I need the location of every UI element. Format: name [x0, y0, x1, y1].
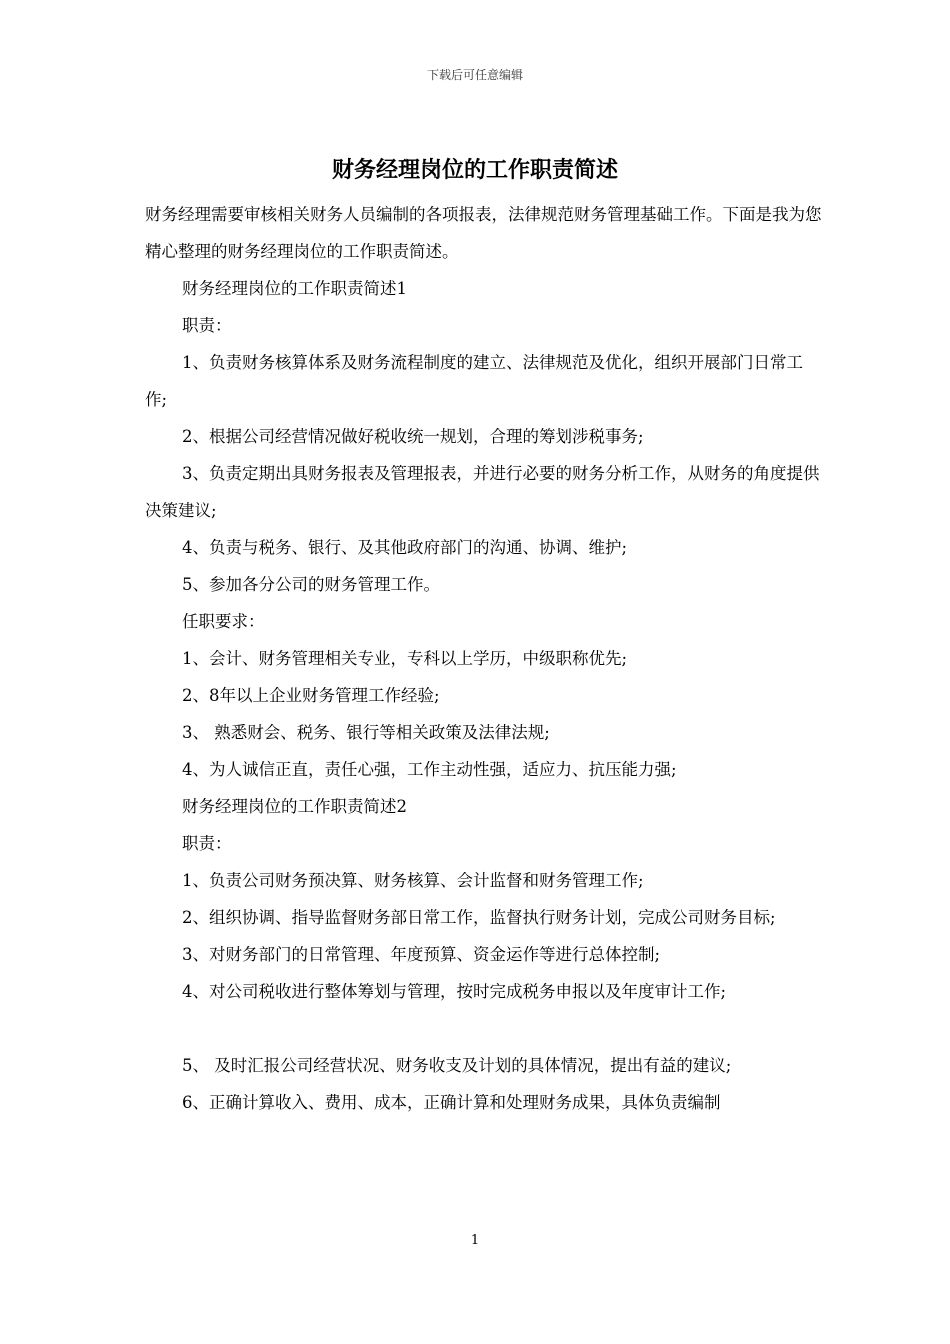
- list-item: 3、 熟悉财会、税务、银行等相关政策及法律法规;: [182, 723, 550, 742]
- subheading-duties-1: 职责：: [182, 316, 232, 335]
- list-item: 3、对财务部门的日常管理、年度预算、资金运作等进行总体控制;: [182, 945, 661, 964]
- page-number: 1: [470, 1233, 480, 1248]
- subheading-duties-2: 职责：: [182, 834, 232, 853]
- list-item: 4、为人诚信正直，责任心强，工作主动性强，适应力、抗压能力强;: [182, 760, 677, 779]
- list-item: 5、参加各分公司的财务管理工作。: [182, 575, 440, 594]
- list-item: 1、负责公司财务预决算、财务核算、会计监督和财务管理工作;: [182, 871, 644, 890]
- section-heading-1: 财务经理岗位的工作职责简述1: [182, 279, 407, 298]
- list-item: 1、负责财务核算体系及财务流程制度的建立、法律规范及优化，组织开展部门日常工作;: [145, 353, 803, 409]
- list-item: 2、组织协调、指导监督财务部日常工作，监督执行财务计划，完成公司财务目标;: [182, 908, 776, 927]
- intro-paragraph: 财务经理需要审核相关财务人员编制的各项报表，法律规范财务管理基础工作。下面是我为您精心整理的财务经理岗位的工作职责简述。: [145, 205, 822, 261]
- header-note: 下载后可任意编辑: [426, 68, 523, 82]
- list-item: 2、根据公司经营情况做好税收统一规划，合理的筹划涉税事务;: [182, 427, 644, 446]
- document-body: [145, 196, 825, 1121]
- list-item: 5、 及时汇报公司经营状况、财务收支及计划的具体情况，提出有益的建议;: [182, 1056, 732, 1075]
- list-item: 6、正确计算收入、费用、成本，正确计算和处理财务成果，具体负责编制: [182, 1093, 721, 1112]
- list-item: 4、负责与税务、银行、及其他政府部门的沟通、协调、维护;: [182, 538, 628, 557]
- list-item: 3、负责定期出具财务报表及管理报表，并进行必要的财务分析工作，从财务的角度提供决策建议;: [145, 464, 820, 520]
- section-heading-2: 财务经理岗位的工作职责简述2: [182, 797, 407, 816]
- list-item: 4、对公司税收进行整体筹划与管理，按时完成税务申报以及年度审计工作;: [182, 982, 727, 1001]
- subheading-requirements: 任职要求：: [182, 612, 265, 631]
- list-item: 1、会计、财务管理相关专业，专科以上学历，中级职称优先;: [182, 649, 628, 668]
- list-item: 2、8年以上企业财务管理工作经验;: [182, 686, 440, 705]
- document-title: 财务经理岗位的工作职责简述: [331, 158, 618, 183]
